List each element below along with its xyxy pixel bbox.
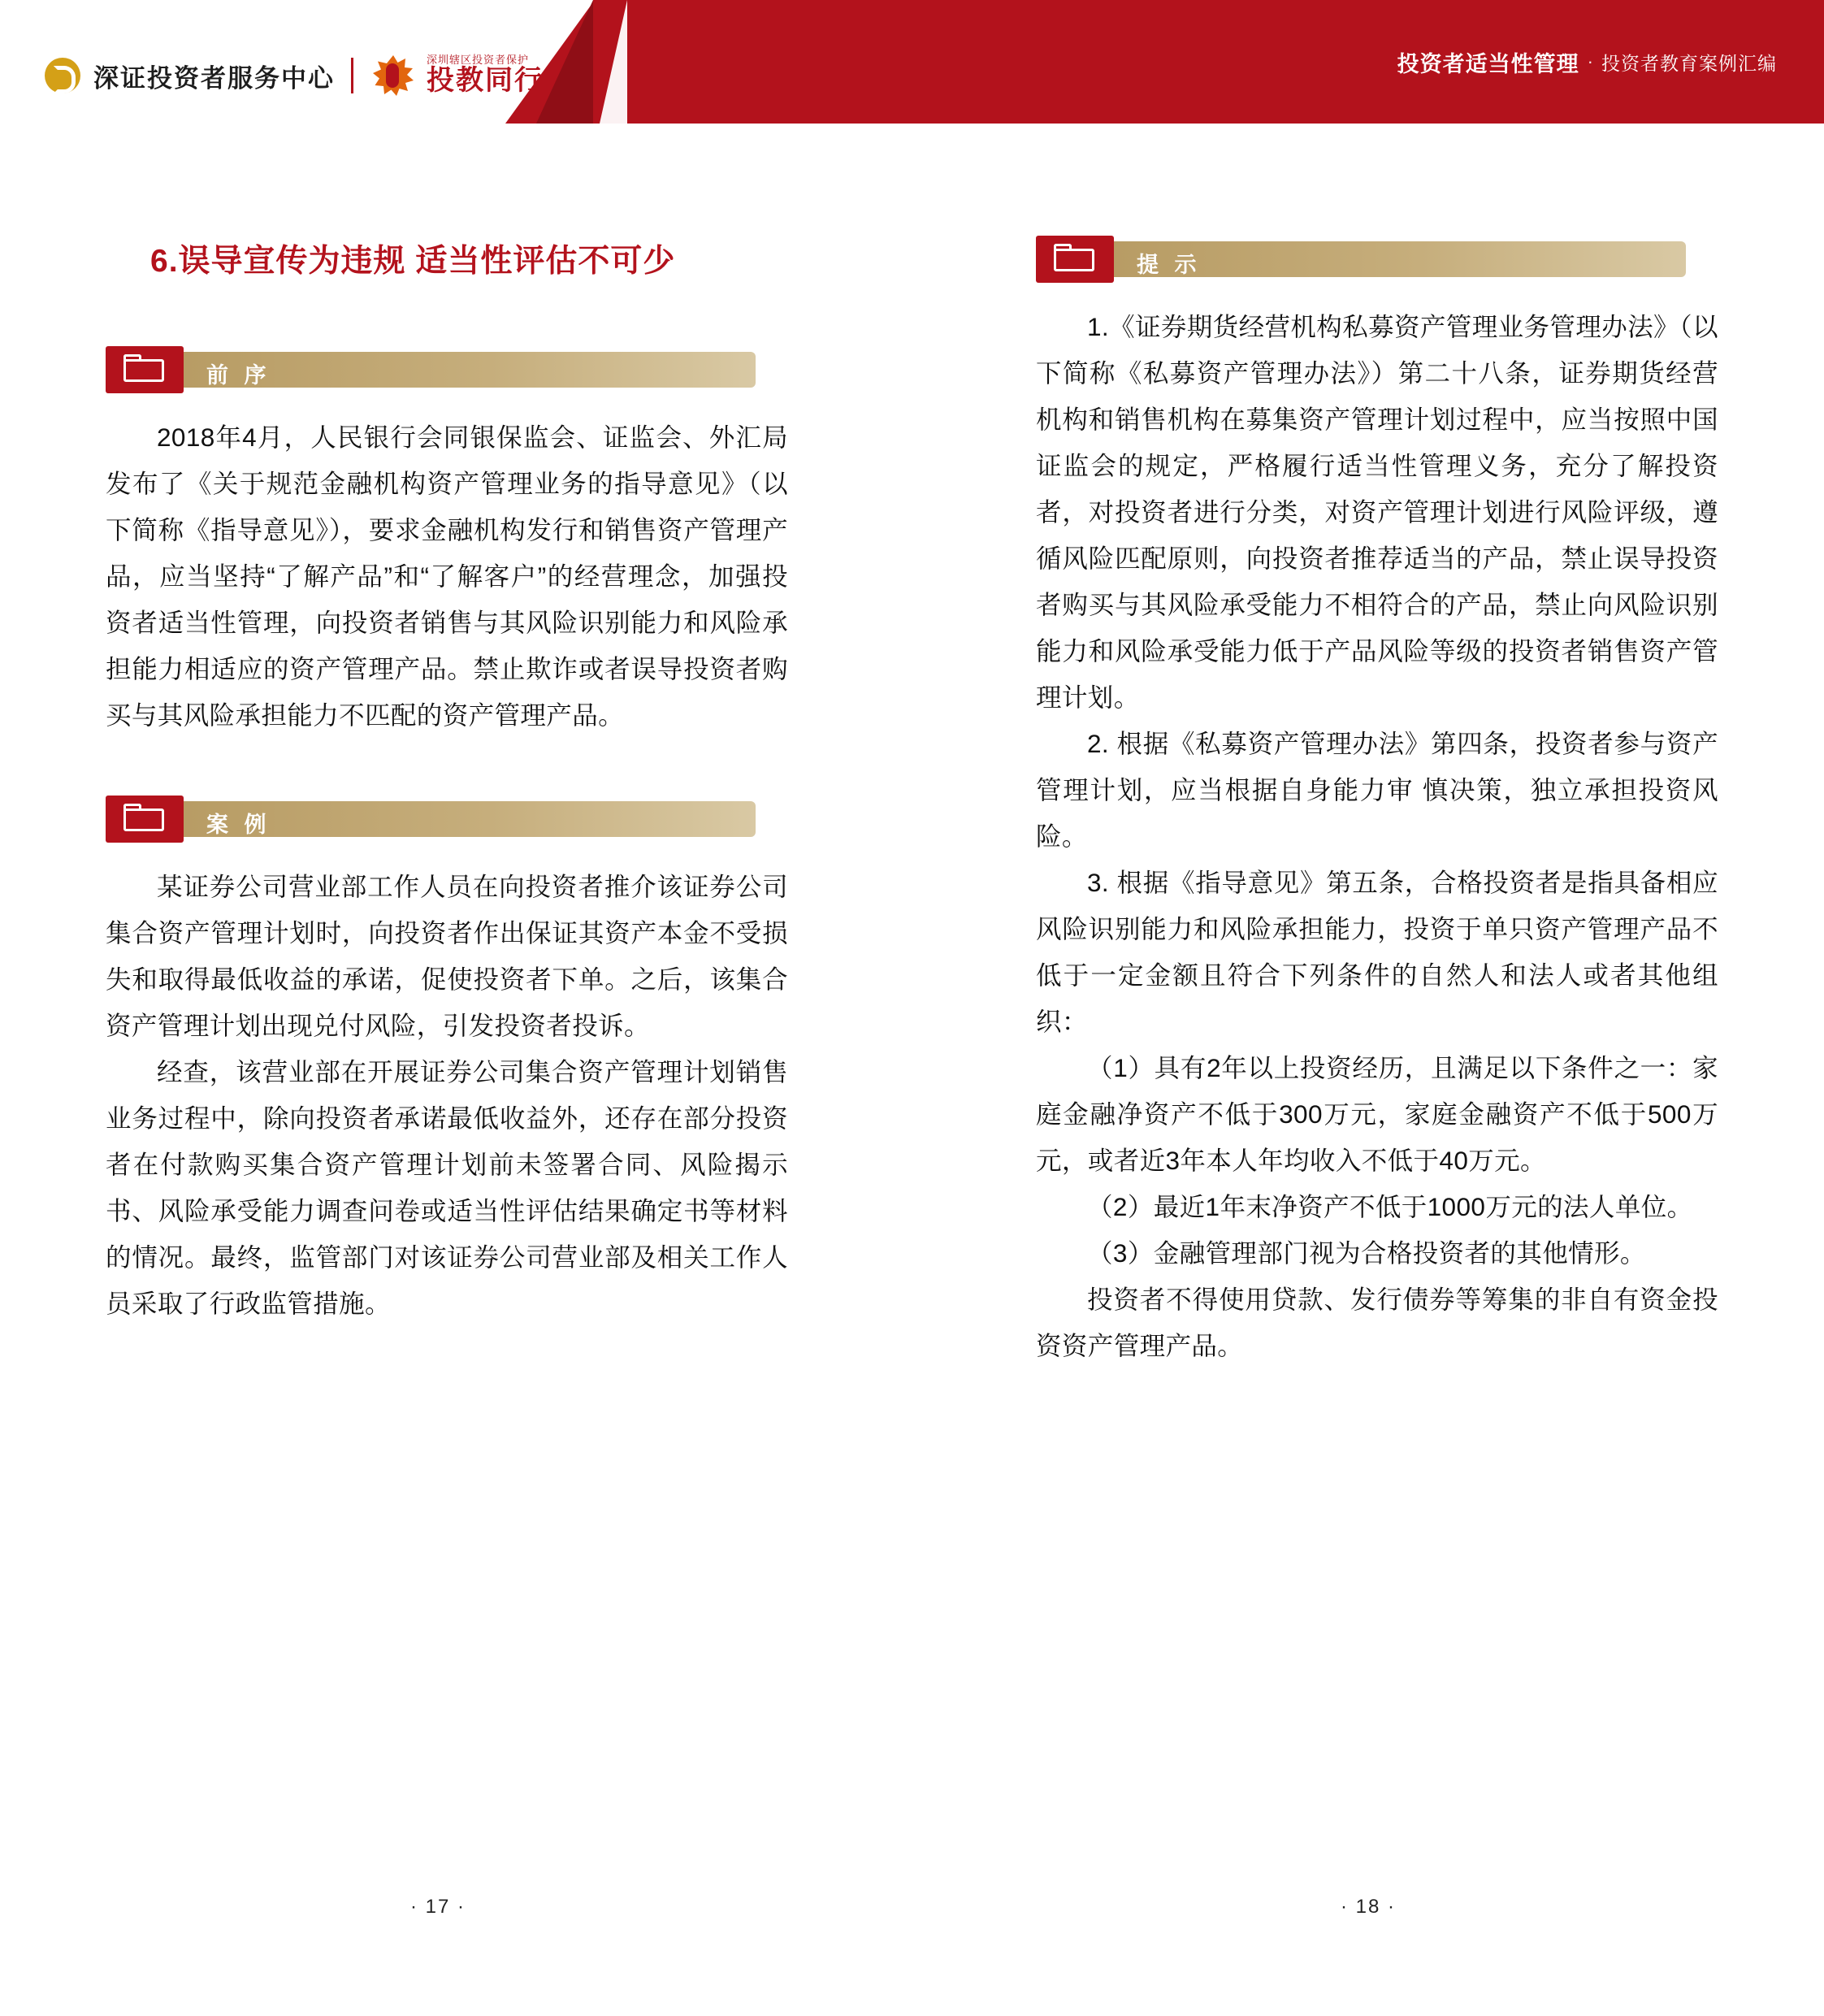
paragraph: 2018年4月，人民银行会同银保监会、证监会、外汇局发布了《关于规范金融机构资产管理业务的指导意见》（以下简称《指导意见》），要求金融机构发行和销售资产管理产品，应当坚持“了解产品”和“了解客户”的经营理念，加强投资者适当性管理，向投资者销售与其风险识别能力和风险承担能力相适应的资产管理产品。禁止欺诈或者误导投资者购买与其风险承担能力不匹配的资产管理产品。 bbox=[106, 423, 788, 730]
paragraph: 经查，该营业部在开展证券公司集合资产管理计划销售业务过程中，除向投资者承诺最低收益外，还存在部分投资者在付款购买集合资产管理计划前未签署合同、风险揭示书、风险承受能力调查问卷或适当性评估结果确定书等材料的情况。最终，监管部门对该证券公司营业部及相关工作人员采取了行政监管措施。 bbox=[106, 1057, 788, 1318]
mascot-icon bbox=[370, 52, 417, 99]
brand-divider bbox=[351, 58, 353, 93]
header-dark-slash bbox=[536, 0, 593, 124]
header-sub-title: 投资者教育案例汇编 bbox=[1601, 52, 1777, 74]
section-label-text: 前 序 bbox=[206, 363, 271, 388]
section-header-case bbox=[106, 796, 756, 843]
paragraph: 1.《证券期货经营机构私募资产管理业务管理办法》（以下简称《私募资产管理办法》）第二十八条，证券期货经营机构和销售机构在募集资产管理计划过程中，应当按照中国证监会的规定，严格履行适当性管理义务，充分了解投资者，对投资者进行分类，对资产管理计划进行风险评级，遵循风险匹配原则，向投资者推荐适当的产品，禁止误导投资者购买与其风险承受能力不相符合的产品，禁止向风险识别能力和风险承受能力低于产品风险等级的投资者销售资产管理计划。 bbox=[1036, 312, 1718, 712]
page-number-left: · 17 · bbox=[410, 1896, 466, 1918]
paragraph: 3. 根据《指导意见》第五条，合格投资者是指具备相应风险识别能力和风险承担能力，投资于单只资产管理产品不低于一定金额且符合下列条件的自然人和法人或者其他组织： bbox=[1036, 868, 1718, 1036]
page-header bbox=[0, 0, 1824, 124]
page-number-right: · 18 · bbox=[1341, 1896, 1397, 1918]
paragraph: （1）具有2年以上投资经历，且满足以下条件之一：家庭金融净资产不低于300万元，家庭金融资产不低于500万元，或者近3年本人年均收入不低于40万元。 bbox=[1036, 1053, 1718, 1175]
mascot-small-label: 深圳辖区投资者保护 bbox=[427, 54, 530, 67]
section-header-tips bbox=[1036, 236, 1686, 283]
section-label-text: 案 例 bbox=[206, 813, 271, 837]
left-page-column bbox=[106, 236, 788, 1327]
section-label-text: 提 示 bbox=[1137, 253, 1202, 277]
paragraph: 投资者不得使用贷款、发行债券等筹集的非自有资金投资资产管理产品。 bbox=[1036, 1285, 1718, 1360]
chapter-title: 6.误导宣传为违规 适当性评估不可少 bbox=[150, 244, 676, 279]
folder-icon bbox=[106, 346, 184, 393]
brand-name: 深证投资者服务中心 bbox=[93, 63, 335, 93]
header-main-title: 投资者适当性管理 bbox=[1397, 51, 1579, 76]
paragraph: 某证券公司营业部工作人员在向投资者推介该证券公司集合资产管理计划时，向投资者作出保证其资产本金不受损失和取得最低收益的承诺，促使投资者下单。之后，该集合资产管理计划出现兑付风险，引发投资者投诉。 bbox=[106, 872, 788, 1040]
header-white-slash bbox=[600, 0, 627, 124]
folder-icon bbox=[1036, 236, 1114, 283]
mascot-big-label: 投教同行 bbox=[427, 65, 544, 97]
shield-logo-icon bbox=[45, 58, 80, 93]
folder-icon bbox=[106, 796, 184, 843]
brand-block bbox=[45, 50, 544, 101]
right-page-column bbox=[1036, 236, 1718, 1369]
paragraph: 2. 根据《私募资产管理办法》第四条，投资者参与资产管理计划，应当根据自身能力审 慎决策，独立承担投资风险。 bbox=[1036, 729, 1718, 851]
paragraph: （3）金融管理部门视为合格投资者的其他情形。 bbox=[1087, 1238, 1646, 1268]
brand-subtitle-block bbox=[427, 54, 544, 97]
header-title-separator: · bbox=[1587, 51, 1593, 72]
header-right-title bbox=[1397, 0, 1777, 124]
section-header-preface bbox=[106, 346, 756, 393]
paragraph: （2）最近1年末净资产不低于1000万元的法人单位。 bbox=[1087, 1192, 1693, 1221]
